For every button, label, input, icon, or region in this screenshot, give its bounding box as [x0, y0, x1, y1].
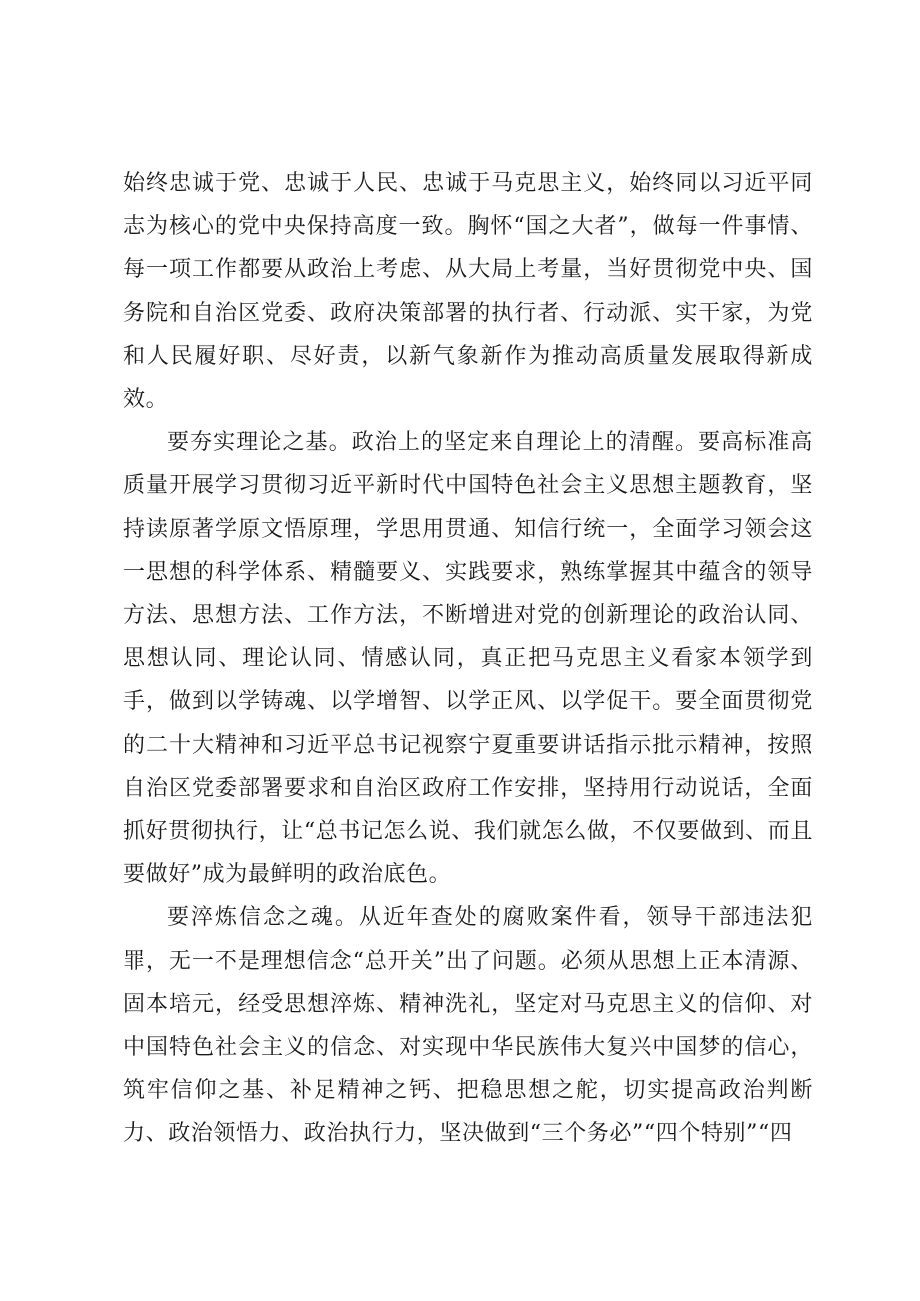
document-body: [123, 162, 813, 1156]
paragraph-2: 要夯实理论之基。政治上的坚定来自理论上的清醒。要高标准高质量开展学习贯彻习近平新时代中国特色社会主义思想主题教育，坚持读原著学原文悟原理，学思用贯通、知信行统一，全面学习领会这一思想的科学体系、精髓要义、实践要求，熟练掌握其中蕴含的领导方法、思想方法、工作方法，不断增进对党的创新理论的政治认同、思想认同、理论认同、情感认同，真正把马克思主义看家本领学到手，做到以学铸魂、以学增智、以学正风、以学促干。要全面贯彻党的二十大精神和习近平总书记视察宁夏重要讲话指示批示精神，按照自治区党委部署要求和自治区政府工作安排，坚持用行动说话，全面抓好贯彻执行，让“总书记怎么说、我们就怎么做，不仅要做到、而且要做好”成为最鲜明的政治底色。: [123, 430, 813, 888]
paragraph-1: 始终忠诚于党、忠诚于人民、忠诚于马克思主义，始终同以习近平同志为核心的党中央保持高度一致。胸怀“国之大者”，做每一件事情、每一项工作都要从政治上考虑、从大局上考量，当好贯彻党中央、国务院和自治区党委、政府决策部署的执行者、行动派、实干家，为党和人民履好职、尽好责，以新气象新作为推动高质量发展取得新成效。: [123, 171, 813, 413]
paragraph-3: 要淬炼信念之魂。从近年查处的腐败案件看，领导干部违法犯罪，无一不是理想信念“总开关”出了问题。必须从思想上正本清源、固本培元，经受思想淬炼、精神洗礼，坚定对马克思主义的信仰、对中国特色社会主义的信念、对实现中华民族伟大复兴中国梦的信心，筑牢信仰之基、补足精神之钙、把稳思想之舵，切实提高政治判断力、政治领悟力、政治执行力，坚决做到“三个务必”“四个特别”“四: [123, 905, 813, 1147]
